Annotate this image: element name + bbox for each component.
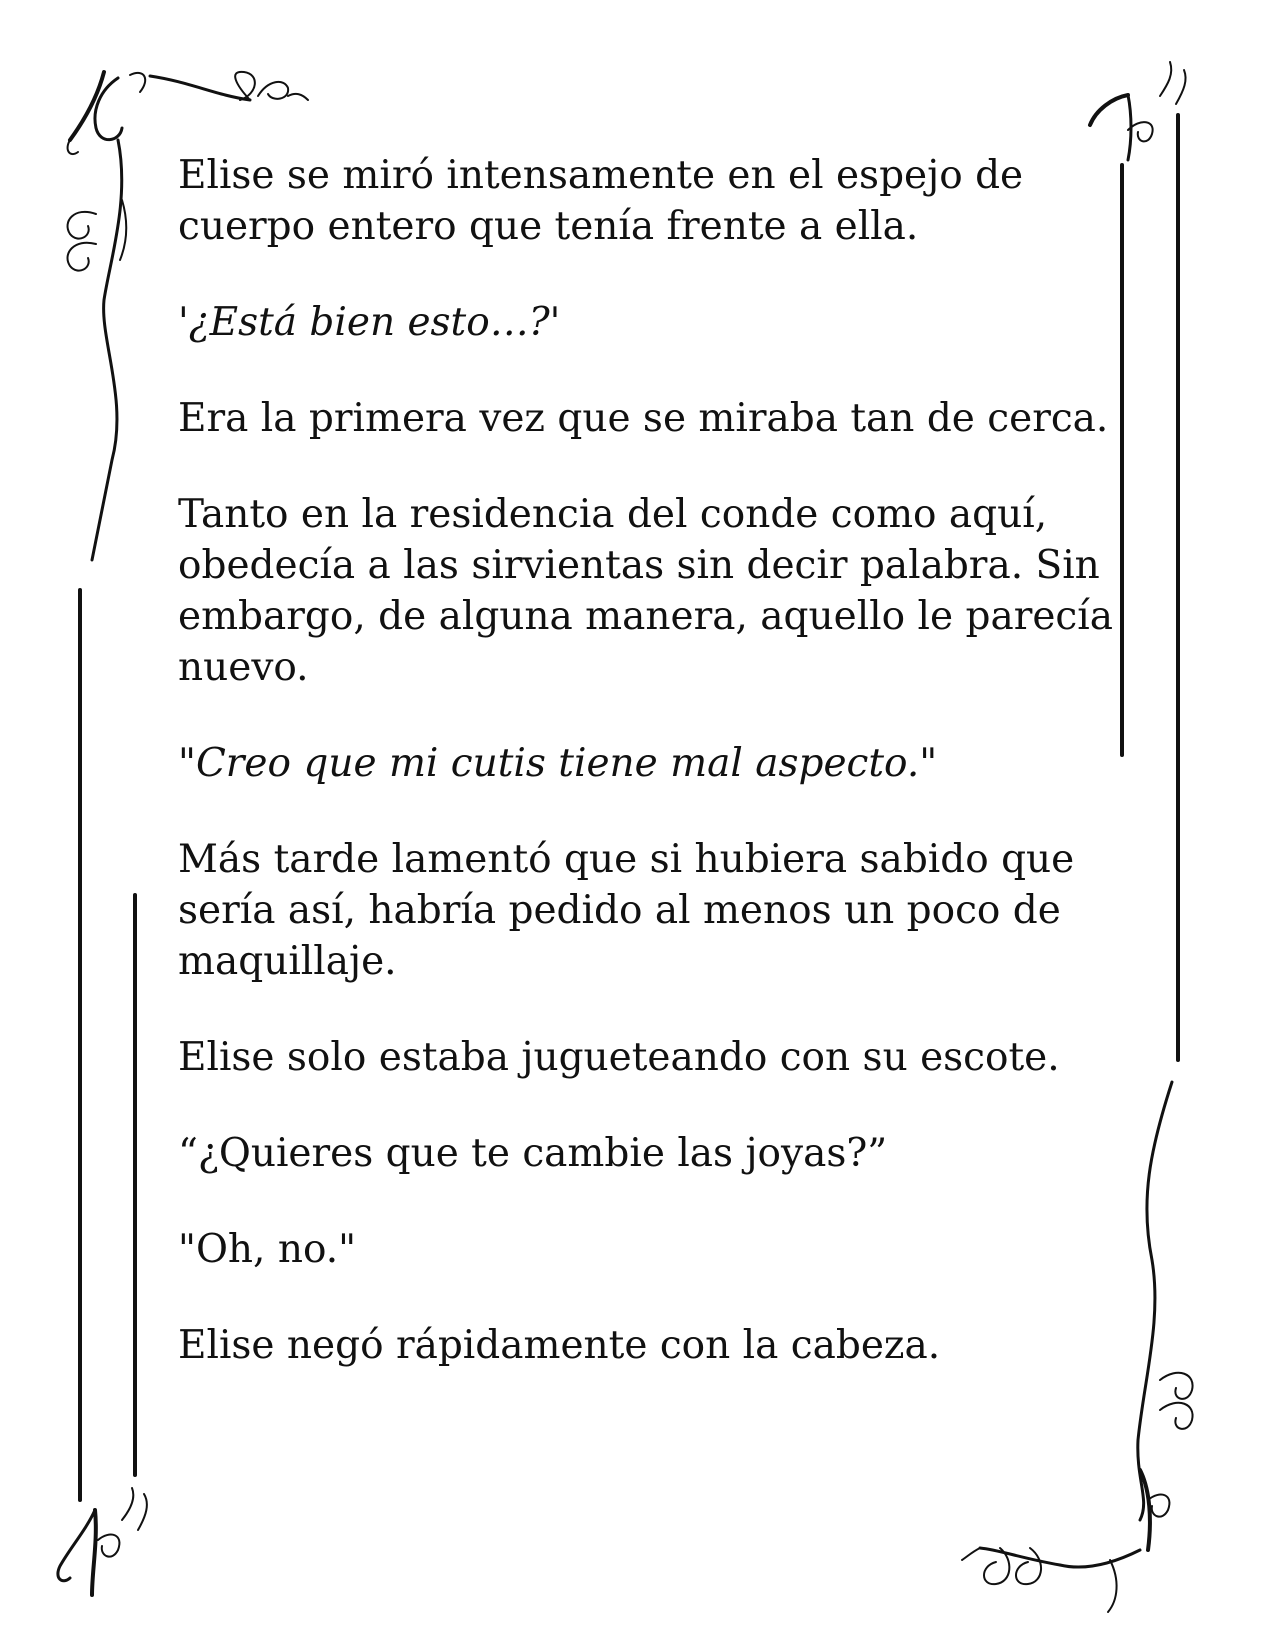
paragraph-4-line-2: obedecía a las sirvientas sin decir palabra. Sin [178,543,1100,588]
paragraph-4-line-4: nuevo. [178,645,309,690]
paragraph-9-line-1: "Oh, no." [178,1227,357,1272]
paragraph-5-line-1: "Creo que mi cutis tiene mal aspecto." [178,741,938,786]
paragraph-3-line-1: Era la primera vez que se miraba tan de cerca. [178,396,1109,441]
paragraph-6-line-2: sería así, habría pedido al menos un poco de [178,888,1061,933]
paragraph-4-line-1: Tanto en la residencia del conde como aquí, [178,492,1048,537]
paragraph-8-line-1: “¿Quieres que te cambie las joyas?” [178,1131,888,1176]
paragraph-7-line-1: Elise solo estaba jugueteando con su escote. [178,1035,1060,1080]
bottom-left-flourish-icon [58,1488,147,1595]
paragraph-10-line-1: Elise negó rápidamente con la cabeza. [178,1323,941,1368]
paragraph-6-line-1: Más tarde lamentó que si hubiera sabido que [178,837,1075,882]
paragraph-2-line-1: '¿Está bien esto…?' [178,300,561,345]
top-right-flourish-icon [1090,62,1186,160]
paragraph-7 [178,1032,1098,1083]
paragraph-1 [178,150,1098,252]
paragraph-4-line-3: embargo, de alguna manera, aquello le parecía [178,594,1113,639]
paragraph-5 [178,738,1098,789]
paragraph-2 [178,297,1098,348]
paragraph-9 [178,1224,1098,1275]
paragraph-1-line-1: Elise se miró intensamente en el espejo de [178,153,1024,198]
paragraph-10 [178,1320,1098,1371]
paragraph-4 [178,489,1113,693]
paragraph-3 [178,393,1109,444]
paragraph-6 [178,834,1098,987]
story-text [178,150,1113,1371]
paragraph-1-line-2: cuerpo entero que tenía frente a ella. [178,204,919,249]
paragraph-6-line-3: maquillaje. [178,939,397,984]
paragraph-8 [178,1128,1098,1179]
